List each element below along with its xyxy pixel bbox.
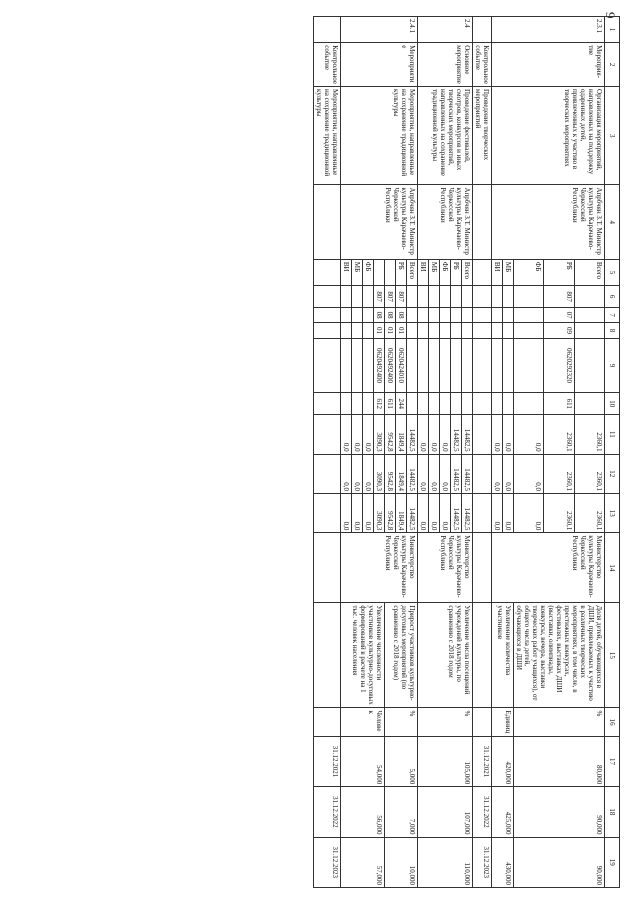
row-id: 2.3.1 [492,17,605,43]
amount-cell: 14482,5 [407,494,418,533]
row-executor: Апрбчян З.Т. Министр культуры Карачаево-Черкесской Республики [341,185,418,259]
indicator-value: 430,000 [492,837,514,887]
header-cell: 6 [605,286,620,308]
amount-cell: 14482,5 [451,494,462,533]
code-cell: 0620492400 [385,338,396,393]
amount-cell: 14482,5 [451,415,462,454]
code-cell: 08 [396,308,407,323]
code-cell: 09 [544,323,574,338]
indicator-unit: % [418,708,473,736]
header-cell: 9 [605,338,620,393]
amount-cell: 0,0 [440,494,451,533]
code-cell: 0620492400 [374,338,385,393]
amount-cell: 3090,3 [374,415,385,454]
header-cell: 14 [605,533,620,603]
indicator-value: 80,000 [514,736,605,786]
amount-cell: 0,0 [352,494,363,533]
source-cell: РБ [451,259,462,285]
code-cell: 807 [544,286,574,308]
row-type: Основное мероприятие [418,43,473,87]
amount-cell: 3090,3 [374,494,385,533]
code-cell: 0620292320 [544,338,574,393]
source-cell: МБ [352,259,363,285]
code-cell: 08 [374,308,385,323]
indicator-value: 56,000 [341,787,385,837]
table-row [574,17,604,888]
source-cell: ВИ [492,259,503,285]
source-cell: Всего [462,259,473,285]
row-name: Проведение фестивалей, смотров, конкурсов и иных творческих мероприятий, направленных на сохранение традиционной культуры [418,87,473,185]
header-row [605,17,620,888]
indicator-unit: Единиц [492,708,514,736]
code-cell: 807 [374,286,385,308]
amount-cell: 14482,5 [462,494,473,533]
indicator-value: 5,000 [385,736,418,786]
header-cell: 12 [605,454,620,493]
source-cell: Всего [574,259,604,285]
amount-cell: 9542,8 [385,454,396,493]
header-cell: 5 [605,259,620,285]
indicator-value: 90,000 [514,787,605,837]
row-type: Мероприя-тие [492,43,605,87]
row-executor: Апрбчян З.Т. Министр культуры Карачаево-Черкесской Республики [418,185,473,259]
amount-cell: 0,0 [440,454,451,493]
amount-cell: 2360,1 [574,415,604,454]
amount-cell: 0,0 [418,494,429,533]
amount-cell: 2360,1 [544,415,574,454]
date-cell: 31.12.2023 [473,837,492,887]
amount-cell: 14482,5 [451,454,462,493]
amount-cell: 0,0 [492,415,503,454]
indicator-value: 420,000 [492,736,514,786]
date-cell: 31.12.2021 [473,736,492,786]
amount-cell: 2360,1 [544,494,574,533]
code-cell: 807 [396,286,407,308]
header-cell: 13 [605,494,620,533]
source-cell: ВИ [341,259,352,285]
header-cell: 2 [605,43,620,87]
table-row [314,17,341,888]
table-row [473,17,492,888]
header-cell: 19 [605,837,620,887]
code-cell: 612 [374,393,385,415]
row-name: Организация мероприятий, направленных на поддержку одаренных детей, привлеченных к участию в творческих мероприятиях [492,87,605,185]
header-cell: 15 [605,603,620,708]
source-cell: ВИ [418,259,429,285]
responsible-cell: Министерство культуры Карачаево-Черкесской Республики [418,533,473,603]
code-cell: 01 [374,323,385,338]
amount-cell: 0,0 [429,415,440,454]
table-row [407,17,418,888]
source-cell: ФБ [440,259,451,285]
indicator-value: 90,000 [514,837,605,887]
header-cell: 18 [605,787,620,837]
table-row [462,17,473,888]
responsible-cell: Министерство культуры Карачаево-Черкесской Республики [341,533,418,603]
amount-cell: 14482,5 [462,415,473,454]
row-type: Контрольное событие [473,43,492,87]
amount-cell: 0,0 [341,494,352,533]
indicator-value: 57,000 [341,837,385,887]
amount-cell: 0,0 [363,454,374,493]
table-container [40,16,620,888]
amount-cell: 14482,5 [462,454,473,493]
indicator-unit: % [514,708,605,736]
amount-cell: 0,0 [418,454,429,493]
amount-cell: 0,0 [503,454,514,493]
header-cell: 11 [605,415,620,454]
date-cell: 31.12.2021 [314,736,341,786]
row-id: 2.4.1 [341,17,418,43]
date-cell: 31.12.2022 [473,787,492,837]
page-number: 9 [603,12,618,19]
amount-cell: 0,0 [514,454,544,493]
amount-cell: 14482,5 [407,454,418,493]
amount-cell: 0,0 [418,415,429,454]
amount-cell: 0,0 [341,415,352,454]
code-cell: 807 [385,286,396,308]
date-cell: 31.12.2022 [314,787,341,837]
amount-cell: 3090,3 [374,454,385,493]
source-cell: ФБ [363,259,374,285]
amount-cell: 0,0 [341,454,352,493]
indicator-value: 107,000 [418,787,473,837]
indicator-value: 110,000 [418,837,473,887]
code-cell: 611 [385,393,396,415]
amount-cell: 0,0 [492,454,503,493]
amount-cell: 2360,1 [544,454,574,493]
amount-cell: 1849,4 [396,494,407,533]
indicator-name: Доля детей, обучающихся в ДШИ, привлекаемых к участию в различных творческих мероприятиях, в том числе, в престижных конкурсах, фестивалях, выставках ДШИ (выставки, олимпиады, конкурсы, вечера, выставки творческих работ учащихся), от общего числа детей, обучающихся в ДШИ [514,603,605,708]
source-cell: ФБ [514,259,544,285]
source-cell [385,259,396,285]
amount-cell: 0,0 [352,454,363,493]
indicator-name: Увеличение численности участников культурно-досуговых формирований в расчете на 1 тыс. человек населения [341,603,385,708]
row-type: Мероприятие [341,43,418,87]
code-cell: 611 [544,393,574,415]
amount-cell: 2360,1 [574,494,604,533]
indicator-value: 54,000 [341,736,385,786]
amount-cell: 0,0 [429,494,440,533]
header-cell: 8 [605,323,620,338]
header-cell: 17 [605,736,620,786]
responsible-cell: Министерство культуры Карачаево-Черкесской Республики [492,533,605,603]
row-id: 2.4 [418,17,473,43]
program-table [313,16,620,888]
amount-cell: 1849,4 [396,415,407,454]
source-cell: МБ [503,259,514,285]
amount-cell: 0,0 [503,415,514,454]
row-name: Мероприятия, направленные на сохранение традиционной культуры [341,87,418,185]
source-cell: РБ [544,259,574,285]
amount-cell: 0,0 [352,415,363,454]
indicator-name: Прирост участников культурно-досуговых мероприятий (по сравнению с 2018 годом) [385,603,418,708]
source-cell: Всего [407,259,418,285]
header-cell: 10 [605,393,620,415]
amount-cell: 0,0 [514,415,544,454]
amount-cell: 0,0 [363,494,374,533]
indicator-value: 425,000 [492,787,514,837]
amount-cell: 9542,8 [385,494,396,533]
amount-cell: 1849,4 [396,454,407,493]
amount-cell: 9542,8 [385,415,396,454]
code-cell: 07 [544,308,574,323]
amount-cell: 2360,1 [574,454,604,493]
code-cell: 01 [385,323,396,338]
indicator-name: Увеличение числа посещений учреждений культуры, по сравнению с 2018 годом [418,603,473,708]
indicator-value: 10,000 [385,837,418,887]
header-cell: 4 [605,185,620,259]
row-name: Мероприятия, направленные на сохранение традиционной культуры [314,87,341,185]
header-cell: 3 [605,87,620,185]
code-cell: 244 [396,393,407,415]
code-cell: 08 [385,308,396,323]
indicator-unit: % [385,708,418,736]
header-cell: 7 [605,308,620,323]
amount-cell: 0,0 [440,415,451,454]
indicator-value: 105,000 [418,736,473,786]
amount-cell: 0,0 [363,415,374,454]
code-cell: 0620424010 [396,338,407,393]
date-cell: 31.12.2023 [314,837,341,887]
code-cell: 01 [396,323,407,338]
amount-cell: 0,0 [514,494,544,533]
indicator-value: 7,000 [385,787,418,837]
amount-cell: 14482,5 [407,415,418,454]
source-cell: МБ [429,259,440,285]
amount-cell: 0,0 [492,494,503,533]
amount-cell: 0,0 [503,494,514,533]
row-type: Контрольное событие [314,43,341,87]
header-cell: 1 [605,17,620,43]
source-cell [374,259,385,285]
source-cell: РБ [396,259,407,285]
row-name: Проведение творческих мероприятий [473,87,492,185]
amount-cell: 0,0 [429,454,440,493]
header-cell: 16 [605,708,620,736]
indicator-name: Увеличение количества участников [492,603,514,708]
indicator-unit: Человек [341,708,385,736]
row-executor: Апрбчян З.Т. Министр культуры Карачаево-Черкесской Республики [492,185,605,259]
